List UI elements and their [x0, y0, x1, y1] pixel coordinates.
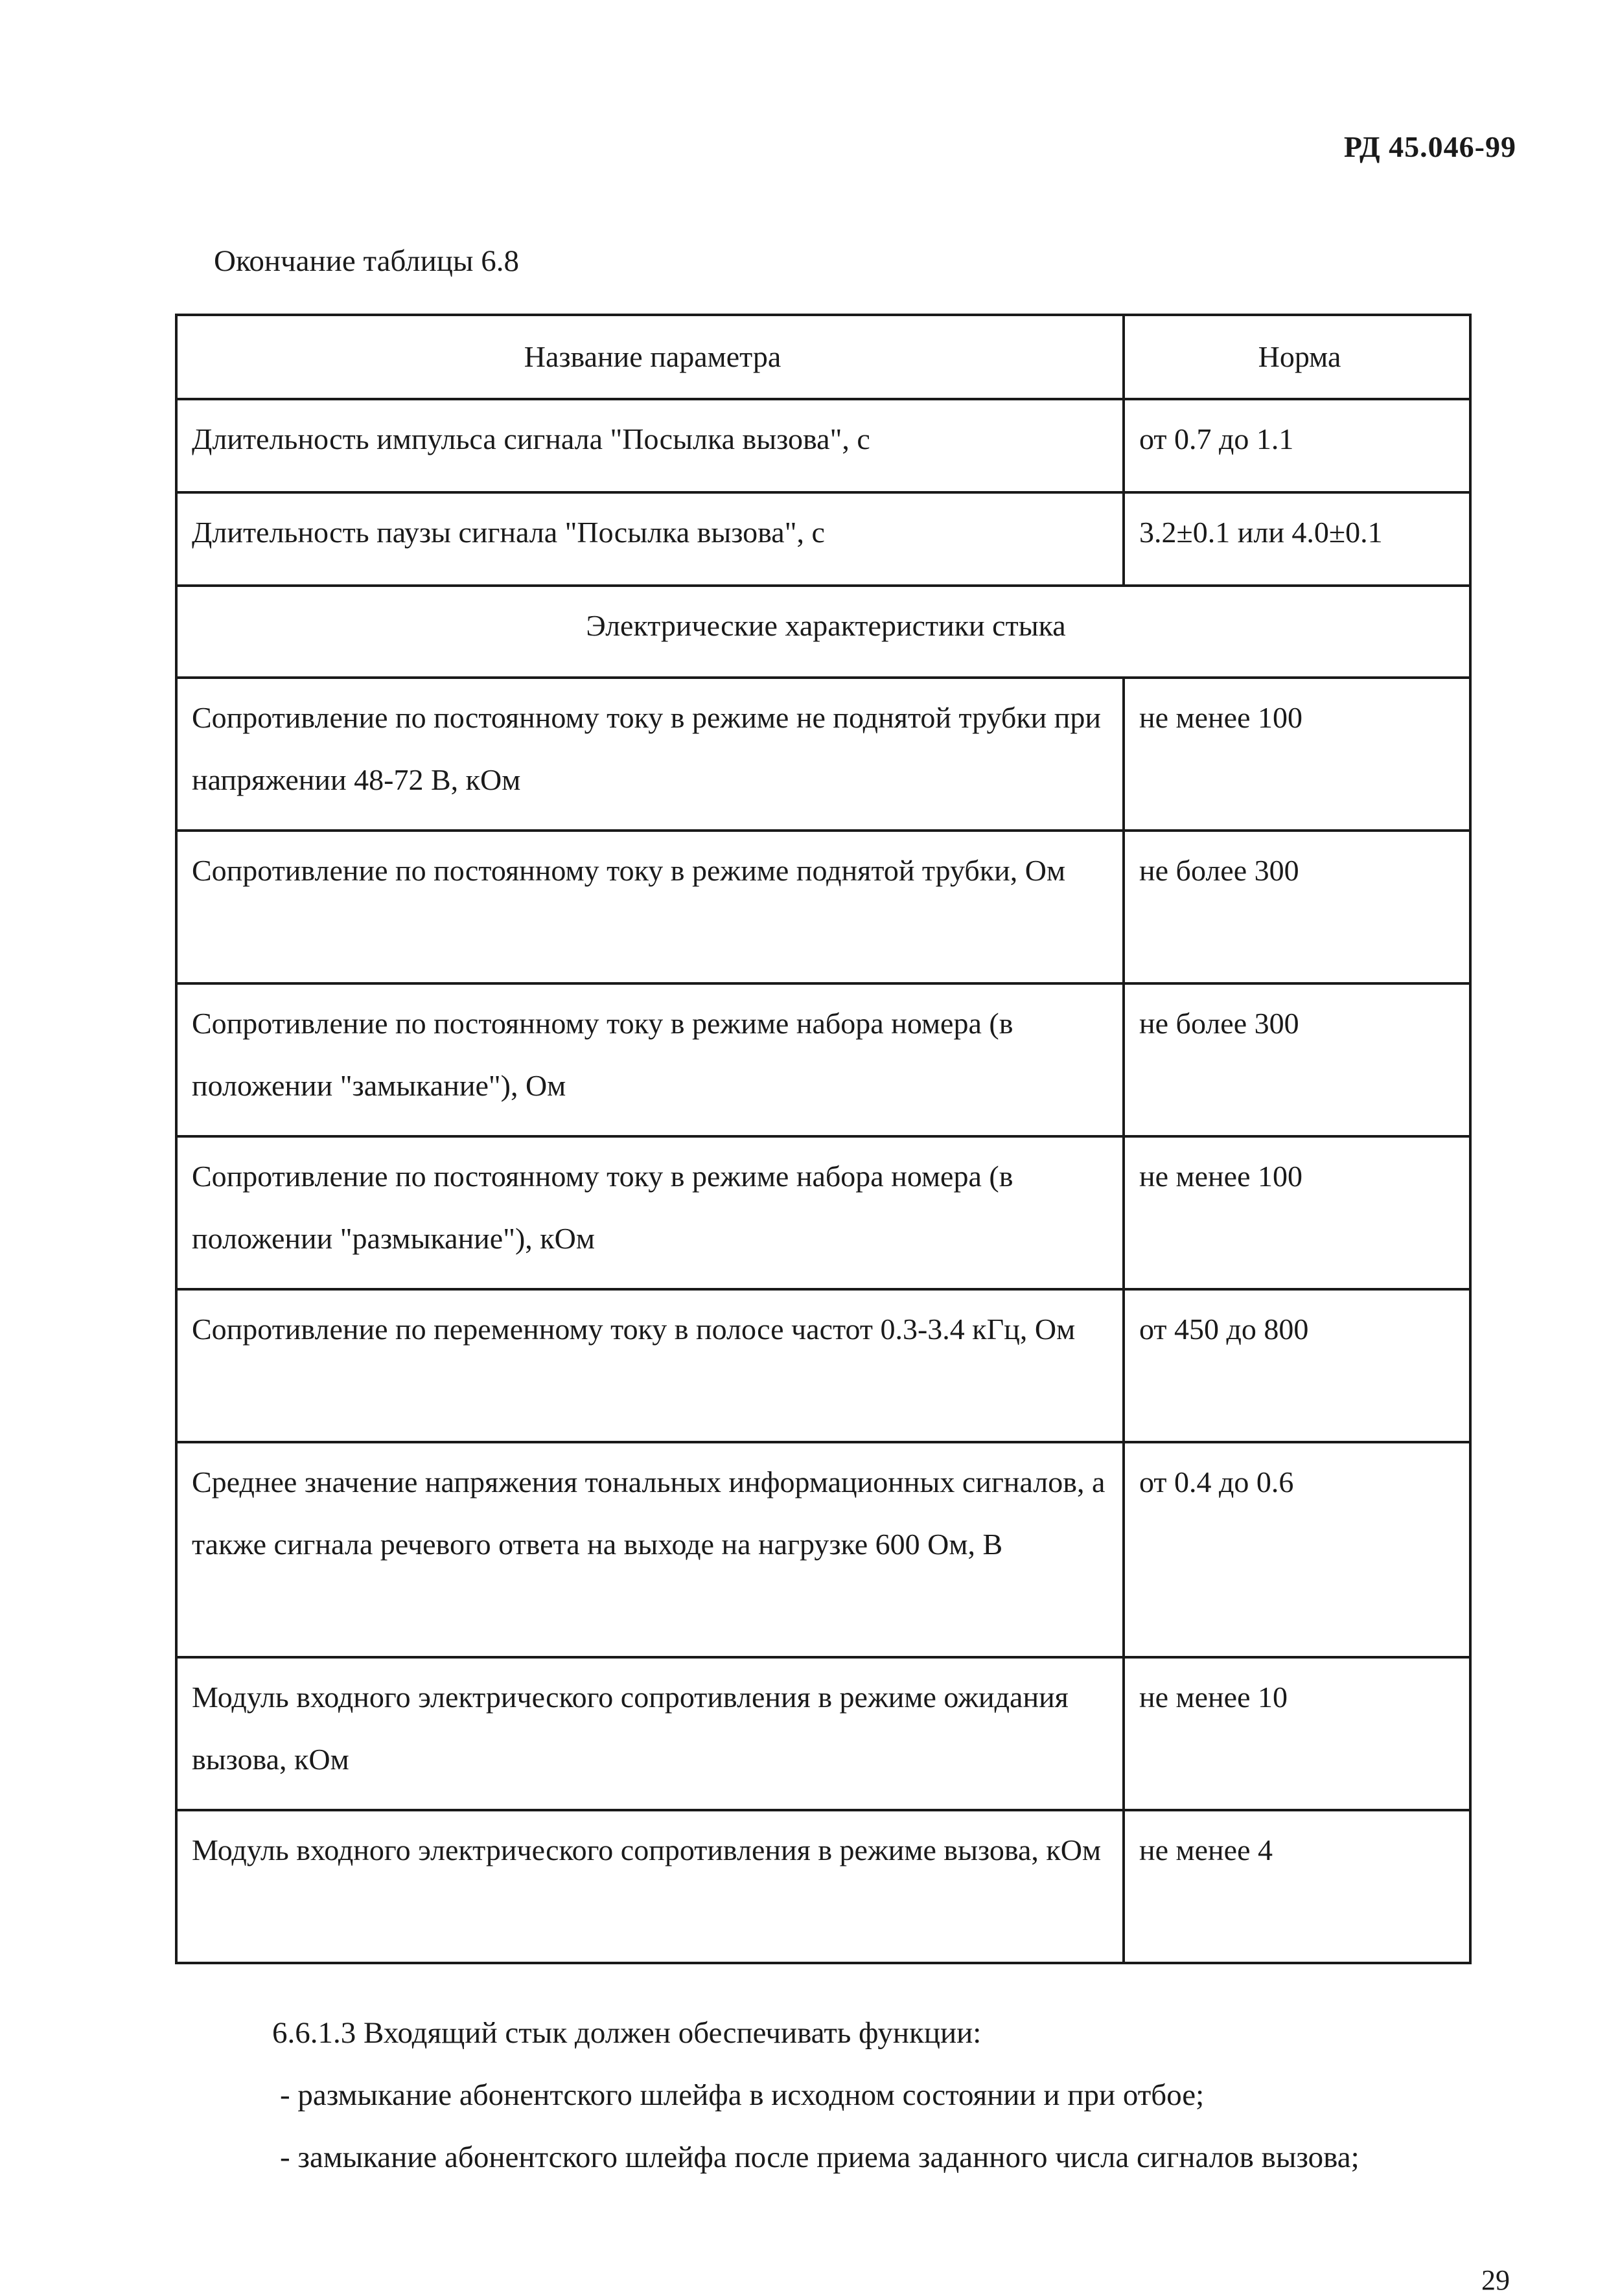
clause-heading: 6.6.1.3 Входящий стык должен обеспечивать функции: [272, 2016, 982, 2050]
parameter-cell: Длительность паузы сигнала "Посылка вызова", с [176, 492, 1124, 586]
parameter-cell: Сопротивление по постоянному току в режиме поднятой трубки, Ом [176, 831, 1124, 983]
table-row [176, 399, 1470, 492]
norm-cell: от 450 до 800 [1124, 1289, 1470, 1442]
norm-cell: не менее 100 [1124, 678, 1470, 831]
table-row [176, 831, 1470, 983]
table-header-row [176, 315, 1470, 399]
table-row [176, 492, 1470, 586]
norm-cell: не более 300 [1124, 831, 1470, 983]
parameter-cell: Длительность импульса сигнала "Посылка вызова", с [176, 399, 1124, 492]
section-row [176, 586, 1470, 678]
parameter-cell: Среднее значение напряжения тональных информационных сигналов, а также сигнала речевого ответа на выходе на нагрузке 600 Ом, В [176, 1442, 1124, 1657]
body-text [272, 2002, 1503, 2188]
table-row [176, 1289, 1470, 1442]
table-row [176, 678, 1470, 831]
parameter-cell: Сопротивление по переменному току в полосе частот 0.3-3.4 кГц, Ом [176, 1289, 1124, 1442]
list-item: - замыкание абонентского шлейфа после приема заданного числа сигналов вызова; [280, 2141, 1360, 2174]
table-row [176, 1442, 1470, 1657]
norm-cell: от 0.7 до 1.1 [1124, 399, 1470, 492]
norm-cell: не менее 4 [1124, 1810, 1470, 1963]
parameter-cell: Модуль входного электрического сопротивления в режиме вызова, кОм [176, 1810, 1124, 1963]
table-caption: Окончание таблицы 6.8 [214, 244, 520, 278]
norm-cell: не более 300 [1124, 983, 1470, 1136]
parameters-table [175, 314, 1472, 1964]
table-row [176, 1136, 1470, 1289]
parameter-cell: Сопротивление по постоянному току в режиме не поднятой трубки при напряжении 48-72 В, кОм [176, 678, 1124, 831]
column-header-norm: Норма [1124, 315, 1470, 399]
norm-cell: не менее 100 [1124, 1136, 1470, 1289]
list-item: - размыкание абонентского шлейфа в исходном состоянии и при отбое; [280, 2078, 1205, 2112]
parameter-cell: Сопротивление по постоянному току в режиме набора номера (в положении "размыкание"), кОм [176, 1136, 1124, 1289]
parameter-cell: Сопротивление по постоянному току в режиме набора номера (в положении "замыкание"), Ом [176, 983, 1124, 1136]
column-header-parameter: Название параметра [176, 315, 1124, 399]
norm-cell: 3.2±0.1 или 4.0±0.1 [1124, 492, 1470, 586]
section-title: Электрические характеристики стыка [176, 586, 1470, 678]
document-code: РД 45.046-99 [1343, 130, 1516, 163]
norm-cell: не менее 10 [1124, 1657, 1470, 1810]
table-row [176, 1657, 1470, 1810]
page-number: 29 [1481, 2264, 1510, 2296]
norm-cell: от 0.4 до 0.6 [1124, 1442, 1470, 1657]
table-row [176, 1810, 1470, 1963]
table-row [176, 983, 1470, 1136]
parameter-cell: Модуль входного электрического сопротивления в режиме ожидания вызова, кОм [176, 1657, 1124, 1810]
